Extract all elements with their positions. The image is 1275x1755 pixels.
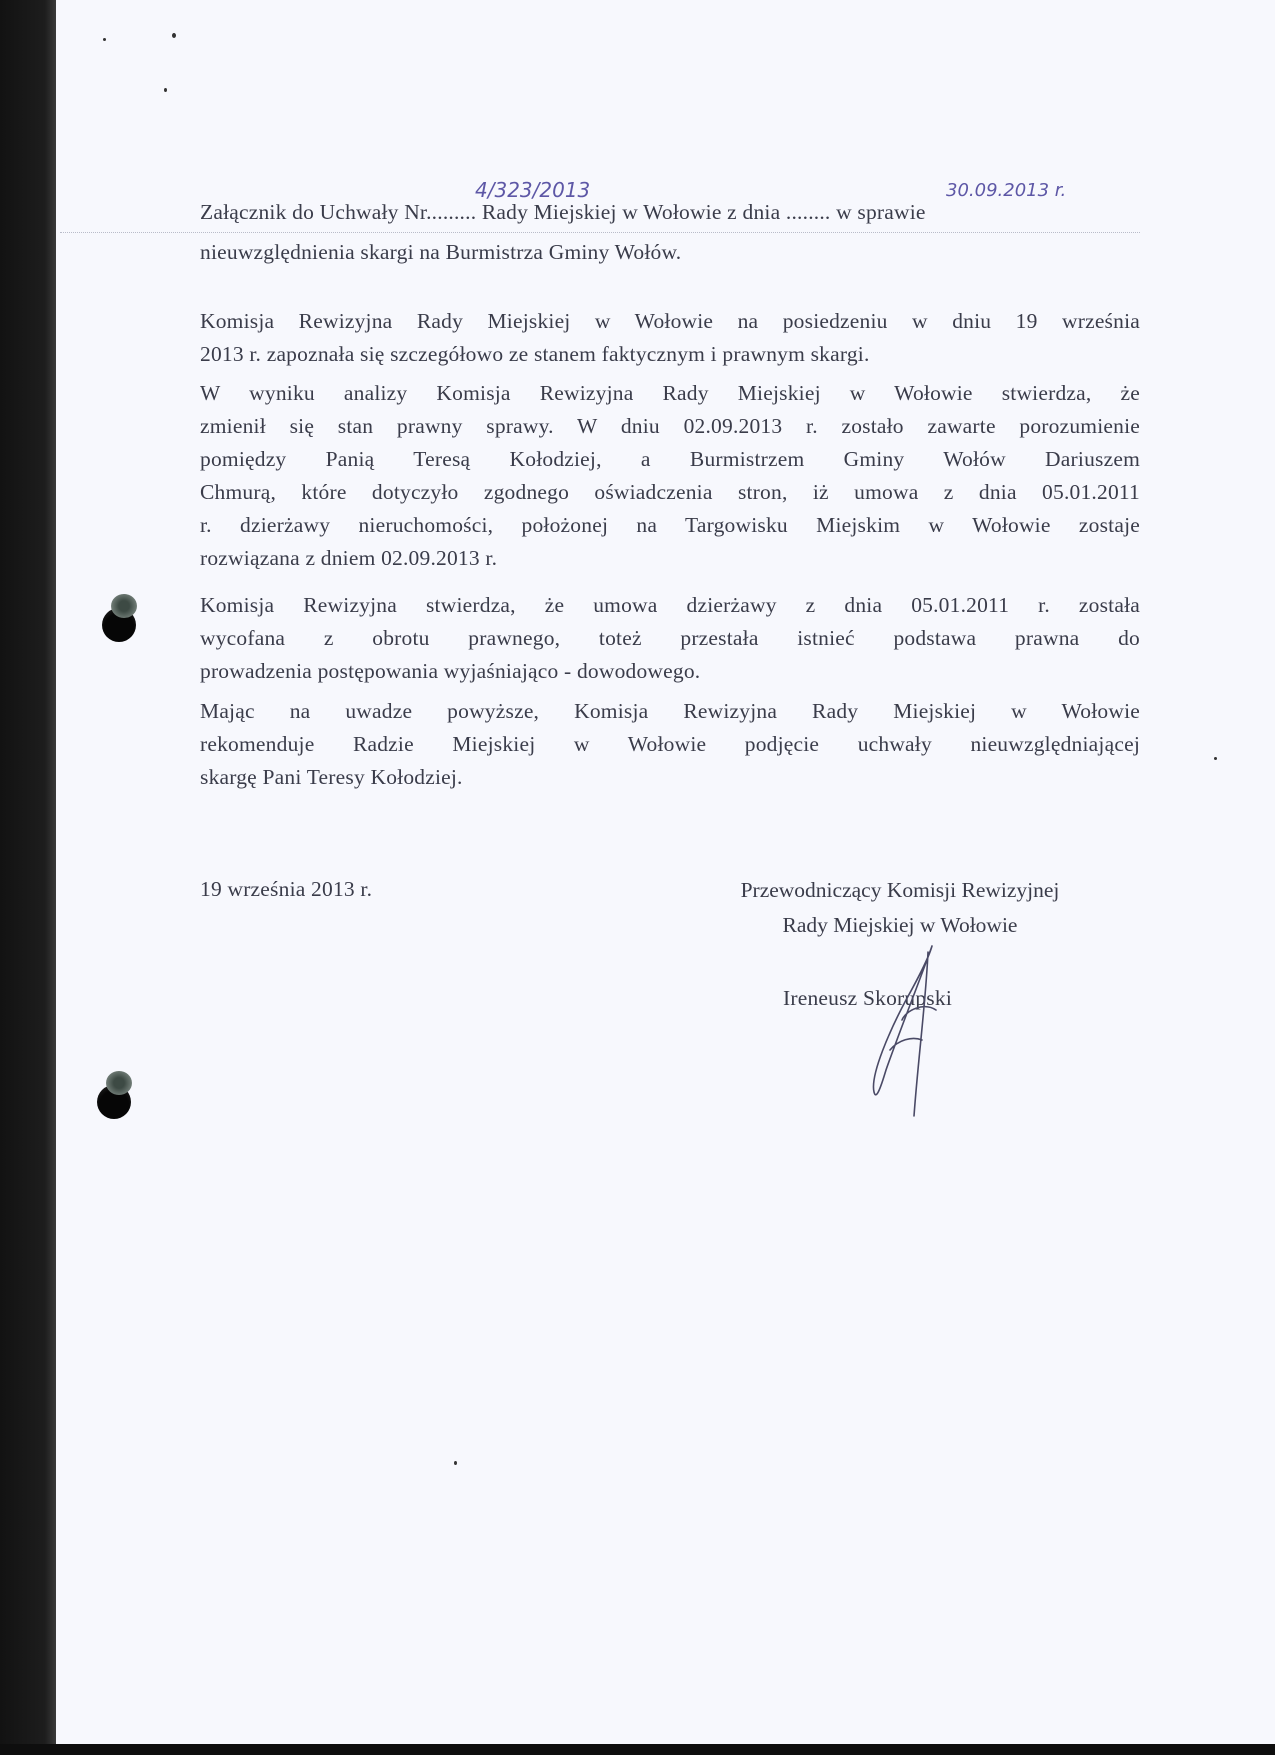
header-middle: Rady Miejskiej w Wołowie z dnia — [476, 200, 786, 224]
scan-speck — [454, 1461, 457, 1465]
text-line: Komisja Rewizyjna stwierdza, że umowa dzierżawy z dnia 05.01.2011 r. została — [200, 593, 1140, 617]
scan-speck — [1214, 757, 1217, 760]
signatory-title-line-1: Przewodniczący Komisji Rewizyjnej — [740, 878, 1060, 902]
header-dots-1: ......... — [426, 200, 477, 224]
signature-block — [690, 873, 1110, 943]
header-suffix: w sprawie — [830, 200, 926, 224]
paragraph-1 — [200, 305, 1140, 371]
scan-speck — [164, 88, 167, 92]
attachment-header-line-2: nieuwzględnienia skargi na Burmistrza Gminy Wołów. — [200, 240, 682, 264]
signatory-name: Ireneusz Skorupski — [783, 986, 952, 1010]
scan-dotted-line — [60, 232, 1140, 233]
punch-hole-upper — [102, 608, 136, 642]
punch-hole-lower — [97, 1085, 131, 1119]
text-line: rekomenduje Radzie Miejskiej w Wołowie podjęcie uchwały nieuwzględniającej — [200, 732, 1140, 756]
scan-border-left — [0, 0, 56, 1755]
text-line: r. dzierżawy nieruchomości, położonej na Targowisku Miejskim w Wołowie zostaje — [200, 513, 1140, 537]
text-line: skargę Pani Teresy Kołodziej. — [200, 765, 463, 789]
document-date: 19 września 2013 r. — [200, 877, 373, 901]
header-prefix: Załącznik do Uchwały Nr — [200, 200, 427, 224]
signatory-title-line-2: Rady Miejskiej w Wołowie — [782, 913, 1018, 937]
attachment-header-line-1 — [200, 196, 926, 229]
text-line: 2013 r. zapoznała się szczegółowo ze stanem faktycznym i prawnym skargi. — [200, 342, 870, 366]
text-line: Komisja Rewizyjna Rady Miejskiej w Wołowie na posiedzeniu w dniu 19 września — [200, 309, 1140, 333]
text-line: Mając na uwadze powyższe, Komisja Rewizyjna Rady Miejskiej w Wołowie — [200, 699, 1140, 723]
text-line: Chmurą, które dotyczyło zgodnego oświadczenia stron, iż umowa z dnia 05.01.2011 — [200, 480, 1140, 504]
scan-speck — [172, 33, 176, 38]
scan-border-bottom — [0, 1744, 1275, 1755]
paragraph-2 — [200, 377, 1140, 575]
text-line: W wyniku analizy Komisja Rewizyjna Rady Miejskiej w Wołowie stwierdza, że — [200, 381, 1140, 405]
text-line: prowadzenia postępowania wyjaśniająco - dowodowego. — [200, 659, 701, 683]
text-line: zmienił się stan prawny sprawy. W dniu 02.09.2013 r. zostało zawarte porozumienie — [200, 414, 1140, 438]
handwritten-date: 30.09.2013 r. — [946, 180, 1067, 201]
paragraph-4 — [200, 695, 1140, 794]
text-line: rozwiązana z dniem 02.09.2013 r. — [200, 546, 498, 570]
header-dots-2: ........ — [785, 200, 831, 224]
scan-speck — [103, 38, 106, 41]
paragraph-3 — [200, 589, 1140, 688]
handwritten-signature — [840, 940, 940, 1120]
text-line: pomiędzy Panią Teresą Kołodziej, a Burmistrzem Gminy Wołów Dariuszem — [200, 447, 1140, 471]
text-line: wycofana z obrotu prawnego, toteż przestała istnieć podstawa prawna do — [200, 626, 1140, 650]
handwritten-resolution-number: 4/323/2013 — [475, 178, 591, 202]
